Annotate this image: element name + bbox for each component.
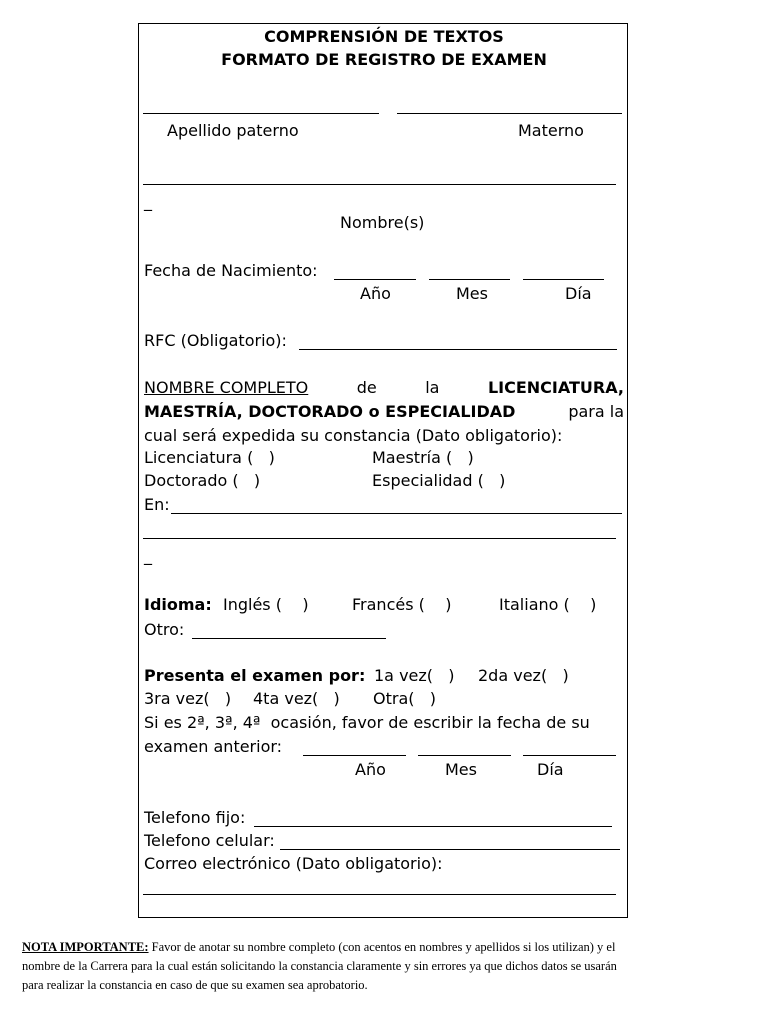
landline-line[interactable] (254, 826, 612, 827)
especialidad-option[interactable]: Especialidad ( ) (372, 471, 506, 490)
birth-day-line[interactable] (523, 279, 604, 280)
degree-name-line-1[interactable] (171, 513, 622, 514)
previous-day-label: Día (537, 760, 564, 779)
degree-line-2 (144, 400, 624, 424)
previous-month-label: Mes (445, 760, 477, 779)
previous-month-line[interactable] (418, 755, 511, 756)
language-label-text: Idioma: (144, 595, 212, 614)
birth-month-line[interactable] (429, 279, 510, 280)
licenciatura-bold: LICENCIATURA, (487, 378, 624, 397)
given-name-label: Nombre(s) (340, 213, 425, 232)
degree-word-la: la (425, 378, 440, 397)
degree-line2-rest: para la (568, 402, 624, 421)
italian-option[interactable]: Italiano ( ) (499, 595, 597, 614)
exam-registration-form (138, 23, 628, 918)
birth-month-label: Mes (456, 284, 488, 303)
previous-year-line[interactable] (303, 755, 406, 756)
birth-year-line[interactable] (334, 279, 416, 280)
degree-en-label: En: (144, 495, 170, 514)
attempt-third-option[interactable]: 3ra vez( ) (144, 689, 232, 708)
other-language-line[interactable] (192, 638, 386, 639)
attempt-other-option[interactable]: Otra( ) (373, 689, 436, 708)
doctorado-option[interactable]: Doctorado ( ) (144, 471, 261, 490)
degree-line-1 (144, 376, 624, 400)
note-line-2: nombre de la Carrera para la cual están solicitando la constancia claramente y sin errores ya que dichos datos se usarán (22, 959, 617, 973)
given-name-line[interactable] (143, 184, 616, 185)
degree-paragraph (144, 376, 624, 448)
licenciatura-option[interactable]: Licenciatura ( ) (144, 448, 275, 467)
degree-types-bold: MAESTRÍA, DOCTORADO o ESPECIALIDAD (144, 402, 516, 421)
english-option[interactable]: Inglés ( ) (223, 595, 309, 614)
form-title-line1: COMPRENSIÓN DE TEXTOS (264, 27, 504, 46)
attempt-fourth-option[interactable]: 4ta vez( ) (253, 689, 340, 708)
landline-label: Telefono fijo: (144, 808, 246, 827)
degree-name-line-2[interactable] (143, 538, 616, 539)
note-line-3: para realizar la constancia en caso de que su examen sea aprobatorio. (22, 978, 368, 992)
language-label (144, 595, 212, 615)
attempt-first-option[interactable]: 1a vez( ) (374, 666, 455, 685)
degree-line-3: cual será expedida su constancia (Dato obligatorio): (144, 426, 563, 445)
previous-exam-label: examen anterior: (144, 737, 283, 756)
degree-name-dash: _ (144, 546, 152, 565)
attempt-second-option[interactable]: 2da vez( ) (478, 666, 569, 685)
rfc-line[interactable] (299, 349, 617, 350)
paternal-surname-line[interactable] (143, 113, 379, 114)
previous-year-label: Año (355, 760, 386, 779)
full-name-underlined: NOMBRE COMPLETO (144, 378, 309, 397)
paternal-surname-label: Apellido paterno (167, 121, 299, 140)
important-note (22, 938, 748, 995)
note-text-1: Favor de anotar su nombre completo (con acentos en nombres y apellidos si los utilizan) y el (148, 940, 616, 954)
note-label: NOTA IMPORTANTE: (22, 940, 149, 954)
birth-year-label: Año (360, 284, 391, 303)
previous-exam-instruction: Si es 2ª, 3ª, 4ª ocasión, favor de escribir la fecha de su (144, 713, 590, 732)
previous-day-line[interactable] (523, 755, 616, 756)
other-language-label: Otro: (144, 620, 185, 639)
note-line-1 (22, 938, 748, 957)
cellphone-label: Telefono celular: (144, 831, 275, 850)
degree-word-de: de (356, 378, 377, 397)
maternal-surname-label: Materno (518, 121, 584, 140)
french-option[interactable]: Francés ( ) (352, 595, 452, 614)
rfc-label: RFC (Obligatorio): (144, 331, 287, 350)
given-name-dash: _ (144, 192, 152, 211)
form-title-line2: FORMATO DE REGISTRO DE EXAMEN (221, 50, 547, 69)
attempt-label: Presenta el examen por: (144, 666, 366, 685)
maternal-surname-line[interactable] (397, 113, 622, 114)
email-label: Correo electrónico (Dato obligatorio): (144, 854, 443, 873)
birth-day-label: Día (565, 284, 592, 303)
birth-date-label: Fecha de Nacimiento: (144, 261, 318, 280)
cellphone-line[interactable] (280, 849, 620, 850)
maestria-option[interactable]: Maestría ( ) (372, 448, 474, 467)
email-line[interactable] (143, 894, 616, 895)
